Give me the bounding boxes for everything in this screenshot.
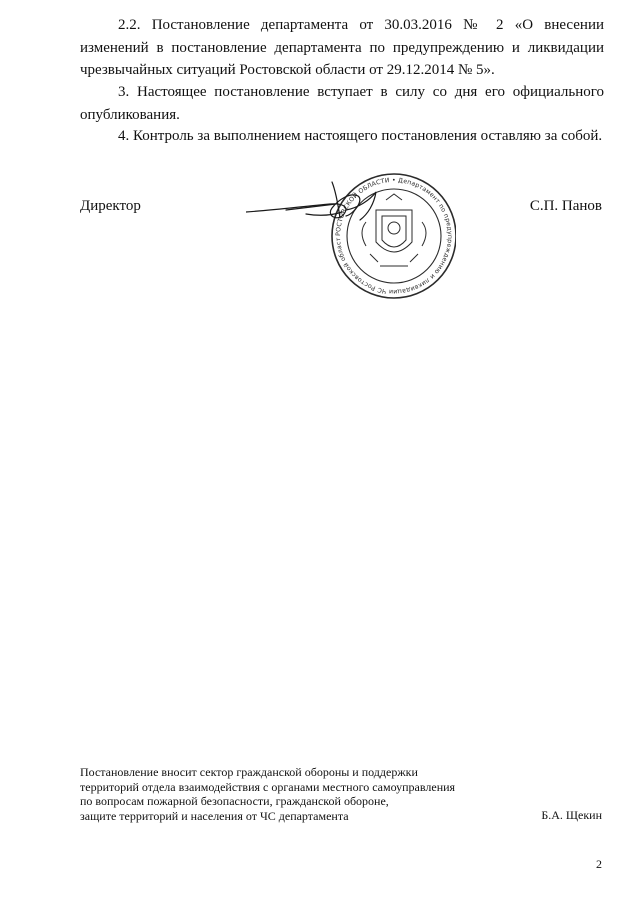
- signatory-title: Директор: [80, 198, 141, 214]
- footer-signer-name: Б.А. Щекин: [541, 808, 602, 822]
- footer-line: защите территорий и населения от ЧС департамента: [80, 808, 349, 823]
- footer-line: Постановление вносит сектор гражданской обороны и поддержки: [80, 765, 418, 779]
- footer-note: [80, 765, 602, 823]
- paragraph-4: 4. Контроль за выполнением настоящего постановления оставляю за собой.: [118, 128, 603, 144]
- page-number: 2: [596, 857, 602, 871]
- footer-line: по вопросам пожарной безопасности, гражданской обороне,: [80, 794, 389, 808]
- footer-line: территорий отдела взаимодействия с органами местного самоуправления: [80, 779, 456, 794]
- paragraph-3: 3. Настоящее постановление вступает в силу со дня его официального опубликования.: [80, 84, 604, 123]
- seal-and-signature: [246, 170, 456, 300]
- seal-ring-text: РОСТОВСКОЙ ОБЛАСТИ • Департамент по предупреждению и ликвидации ЧС Ростовской област: [334, 176, 454, 296]
- official-seal-icon: [246, 170, 456, 300]
- signatory-name: С.П. Панов: [529, 198, 602, 214]
- paragraph-2-2: 2.2. Постановление департамента от 30.03.2016 № 2 «О внесении изменений в постановление департамента по предупреждению и ликвидации чрезвычайных ситуаций Ростовской области от 29.12.2014 № 5».: [80, 17, 604, 78]
- svg-text:РОСТОВСКОЙ ОБЛАСТИ • Департаме: [246, 170, 453, 295]
